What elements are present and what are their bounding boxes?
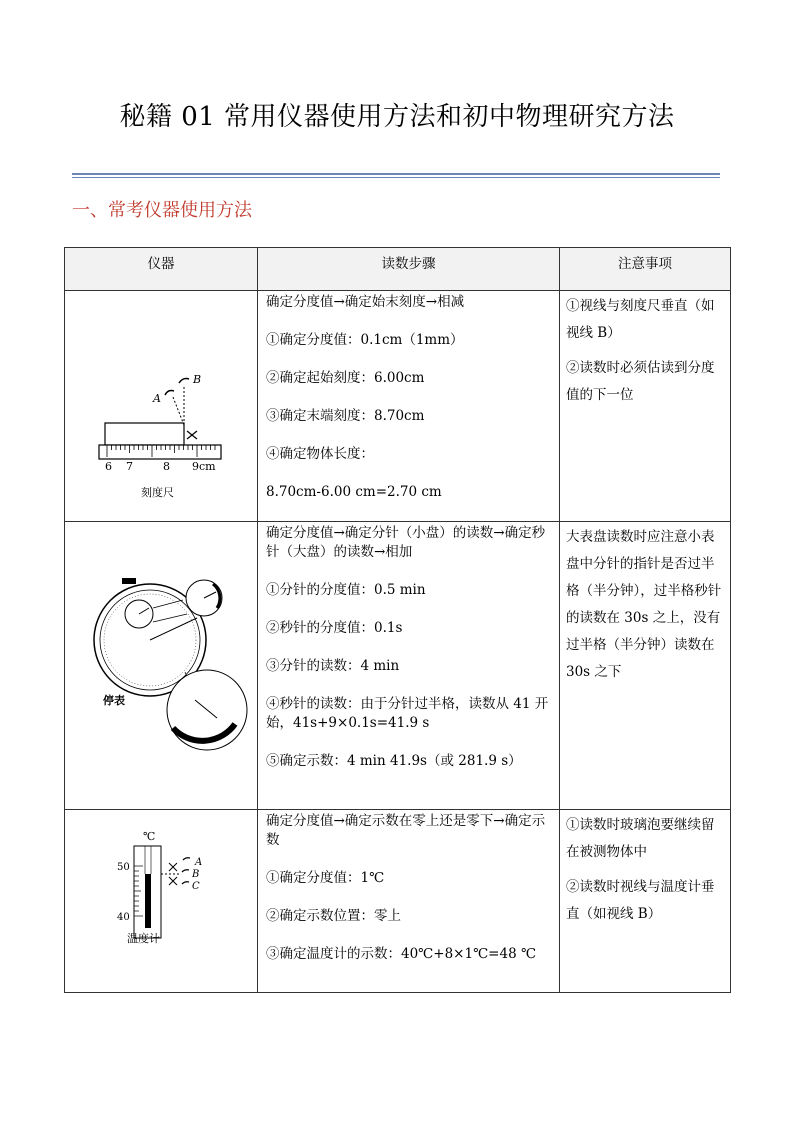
ruler-step-4: ④确定物体长度： [266,446,374,462]
ruler-step-2: ②确定起始刻度：6.00cm [266,370,425,386]
ruler-step-0: 确定分度值→确定始末刻度→相减 [266,294,465,310]
tick-40: 40 [117,912,130,923]
ruler-steps-cell [258,291,560,522]
table-header-row [65,248,731,291]
thermometer-mercury [145,874,151,928]
ruler-figure [65,291,258,517]
thermometer-unit: ℃ [143,830,156,843]
thermometer-caption: 温度计 [127,932,160,945]
ruler-step-3: ③确定末端刻度：8.70cm [266,408,425,424]
stopwatch-figure [65,522,258,805]
title-divider [72,173,720,175]
label-b: B [193,373,202,386]
ruler-body [99,445,221,459]
thermometer-steps-cell [258,810,560,993]
ruler-caption: 刻度尺 [141,486,174,499]
stopwatch-figure-cell [65,522,258,810]
stopwatch-step-3: ③分针的读数：4 min [266,658,400,674]
ruler-tick-6: 6 [105,460,112,473]
table-row [65,810,731,993]
header-steps: 读数步骤 [258,248,560,291]
eye-b-icon [179,379,189,384]
header-notes: 注意事项 [560,248,731,291]
stopwatch-caption: 停表 [103,694,125,707]
tick-50: 50 [117,862,130,873]
ruler-figure-cell [65,291,258,522]
thermometer-step-1: ①确定分度值：1℃ [266,870,385,886]
instrument-table [64,247,731,993]
stopwatch-notes-cell [560,522,731,810]
ruler-step-1: ①确定分度值：0.1cm（1mm） [266,332,464,348]
thermometer-figure-cell [65,810,258,993]
thermometer-step-0: 确定分度值→确定示数在零上还是零下→确定示数 [266,813,546,848]
eye-icon [182,858,190,884]
section-heading: 一、常考仪器使用方法 [72,200,252,221]
thermometer-step-2: ②确定示数位置：零上 [266,908,401,924]
stopwatch-step-1: ①分针的分度值：0.5 min [266,582,426,598]
sight-line-a [173,397,184,425]
stopwatch-step-4: ④秒针的读数：由于分针过半格，读数从 41 开始，41s+9×0.1s=41.9 s [266,696,549,731]
thermometer-figure [65,810,258,988]
stopwatch-step-5: ⑤确定示数：4 min 41.9s（或 281.9 s） [266,753,522,769]
table-row [65,522,731,810]
thermometer-notes-cell [560,810,731,993]
label-a: A [195,857,203,868]
thermometer-note-1: ②读数时视线与温度计垂直（如视线 B） [566,879,715,922]
stopwatch-step-2: ②秒针的分度值：0.1s [266,620,403,636]
stopwatch-steps-cell [258,522,560,810]
stopwatch-button-icon [122,578,136,584]
label-a: A [153,392,161,405]
ruler-tick-8: 8 [163,460,170,473]
ruler-note-0: ①视线与刻度尺垂直（如视线 B） [566,298,715,341]
stopwatch-note-0: 大表盘读数时应注意小表盘中分针的指针是否过半格（半分钟），过半格秒针的读数在 30s 之上，没有过半格（半分钟）读数在 30s 之下 [566,529,722,680]
header-instrument: 仪器 [65,248,258,291]
measured-object [105,423,184,445]
ruler-tick-7: 7 [126,460,133,473]
label-b: B [192,869,200,880]
thermometer-note-0: ①读数时玻璃泡要继续留在被测物体中 [566,817,715,860]
ruler-notes-cell [560,291,731,522]
page-title: 秘籍 01 常用仪器使用方法和初中物理研究方法 [119,102,675,132]
ruler-note-1: ②读数时必须估读到分度值的下一位 [566,360,715,403]
title-divider-thin [72,177,720,178]
label-c: C [192,881,200,892]
thermometer-step-3: ③确定温度计的示数：40℃+8×1℃=48 ℃ [266,946,537,962]
eye-a-icon [165,391,174,396]
table-row [65,291,731,522]
ruler-tick-9cm: 9cm [192,460,216,473]
stopwatch-step-0: 确定分度值→确定分针（小盘）的读数→确定秒针（大盘）的读数→相加 [266,525,546,560]
ruler-step-5: 8.70cm-6.00 cm=2.70 cm [266,484,442,500]
